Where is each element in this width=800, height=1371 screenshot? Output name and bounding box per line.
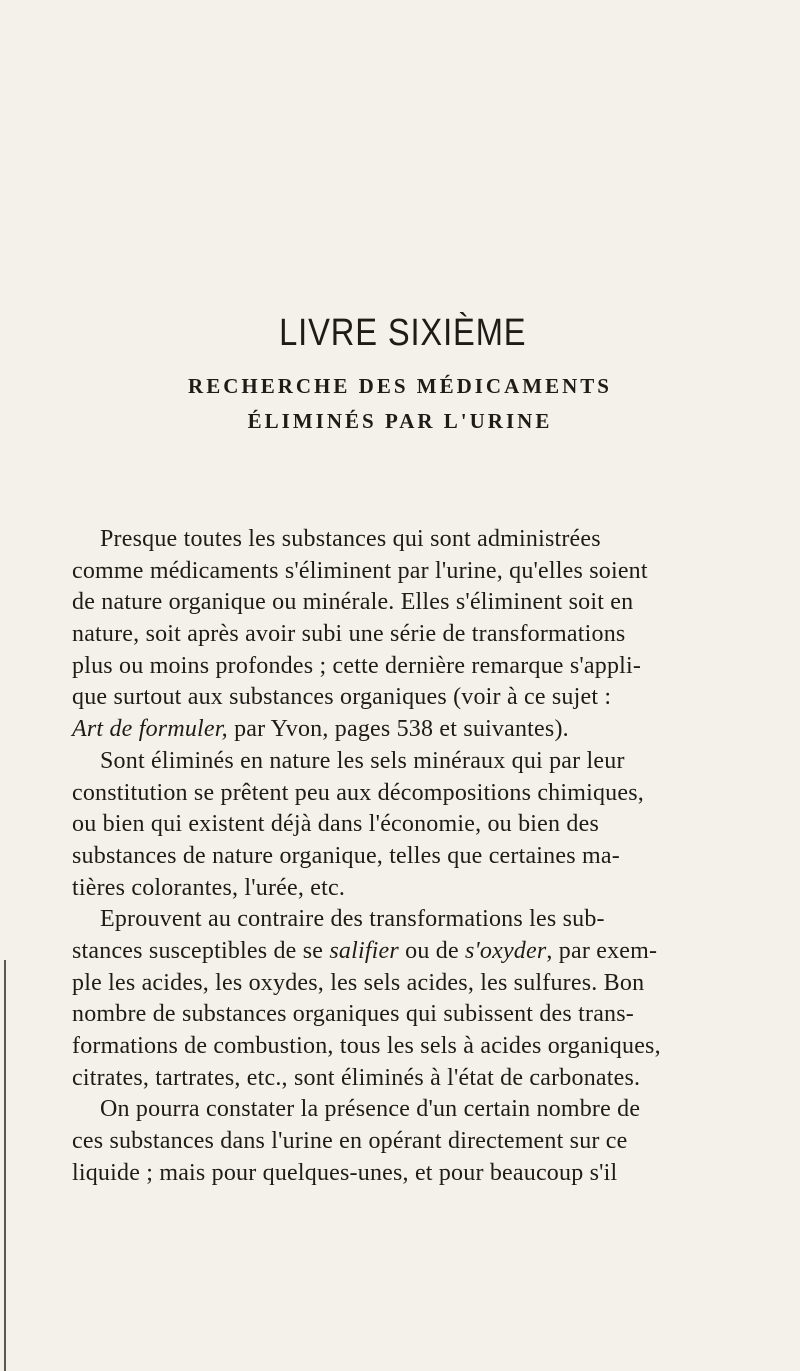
- italic-term-oxyder: s'oxyder: [465, 937, 547, 964]
- text-line: [72, 714, 792, 746]
- text-line: Sont éliminés en nature les sels minéraux qui par leur: [100, 747, 625, 774]
- text-line: ces substances dans l'urine en opérant directement sur ce: [72, 1128, 628, 1155]
- text-line: ou bien qui existent déjà dans l'économie, ou bien des: [72, 811, 599, 838]
- text-line: liquide ; mais pour quelques-unes, et pour beaucoup s'il: [72, 1159, 618, 1186]
- text-line: plus ou moins profondes ; cette dernière remarque s'appli-: [72, 652, 642, 679]
- text-line: nature, soit après avoir subi une série de transformations: [72, 621, 626, 648]
- text-line: Presque toutes les substances qui sont administrées: [100, 526, 601, 552]
- text-line: substances de nature organique, telles que certaines ma-: [72, 842, 620, 869]
- text-line: nombre de substances organiques qui subissent des trans-: [72, 1001, 634, 1028]
- body-text: [72, 524, 792, 1189]
- text-line: [72, 936, 792, 968]
- text-line: ple les acides, les oxydes, les sels acides, les sulfures. Bon: [72, 969, 645, 996]
- text-line: Eprouvent au contraire des transformations les sub-: [100, 906, 605, 933]
- book-title: LIVRE SIXIÈME: [279, 312, 527, 354]
- text-line: constitution se prêtent peu aux décompositions chimiques,: [72, 779, 644, 806]
- text-line: citrates, tartrates, etc., sont éliminés à l'état de carbonates.: [72, 1064, 641, 1091]
- text-fragment: par Yvon, pages 538 et suivantes).: [234, 716, 569, 743]
- page-edge-line: [4, 960, 6, 1371]
- italic-book-title: Art de formuler,: [72, 716, 228, 743]
- italic-term-salifier: salifier: [329, 937, 399, 964]
- chapter-title-line-1: RECHERCHE DES MÉDICAMENTS: [188, 374, 612, 398]
- text-line: formations de combustion, tous les sels à acides organiques,: [72, 1033, 661, 1059]
- text-line: On pourra constater la présence d'un certain nombre de: [100, 1096, 641, 1123]
- text-line: que surtout aux substances organiques (voir à ce sujet :: [72, 684, 612, 711]
- text-line: de nature organique ou minérale. Elles s'éliminent soit en: [72, 589, 634, 616]
- text-line: comme médicaments s'éliminent par l'urine, qu'elles soient: [72, 557, 648, 584]
- text-line: tières colorantes, l'urée, etc.: [72, 874, 346, 901]
- chapter-title-line-2: ÉLIMINÉS PAR L'URINE: [247, 409, 553, 433]
- text-fragment: ou de: [405, 937, 459, 964]
- text-fragment: , par exem-: [546, 937, 658, 964]
- text-fragment: stances susceptibles de se: [72, 937, 324, 964]
